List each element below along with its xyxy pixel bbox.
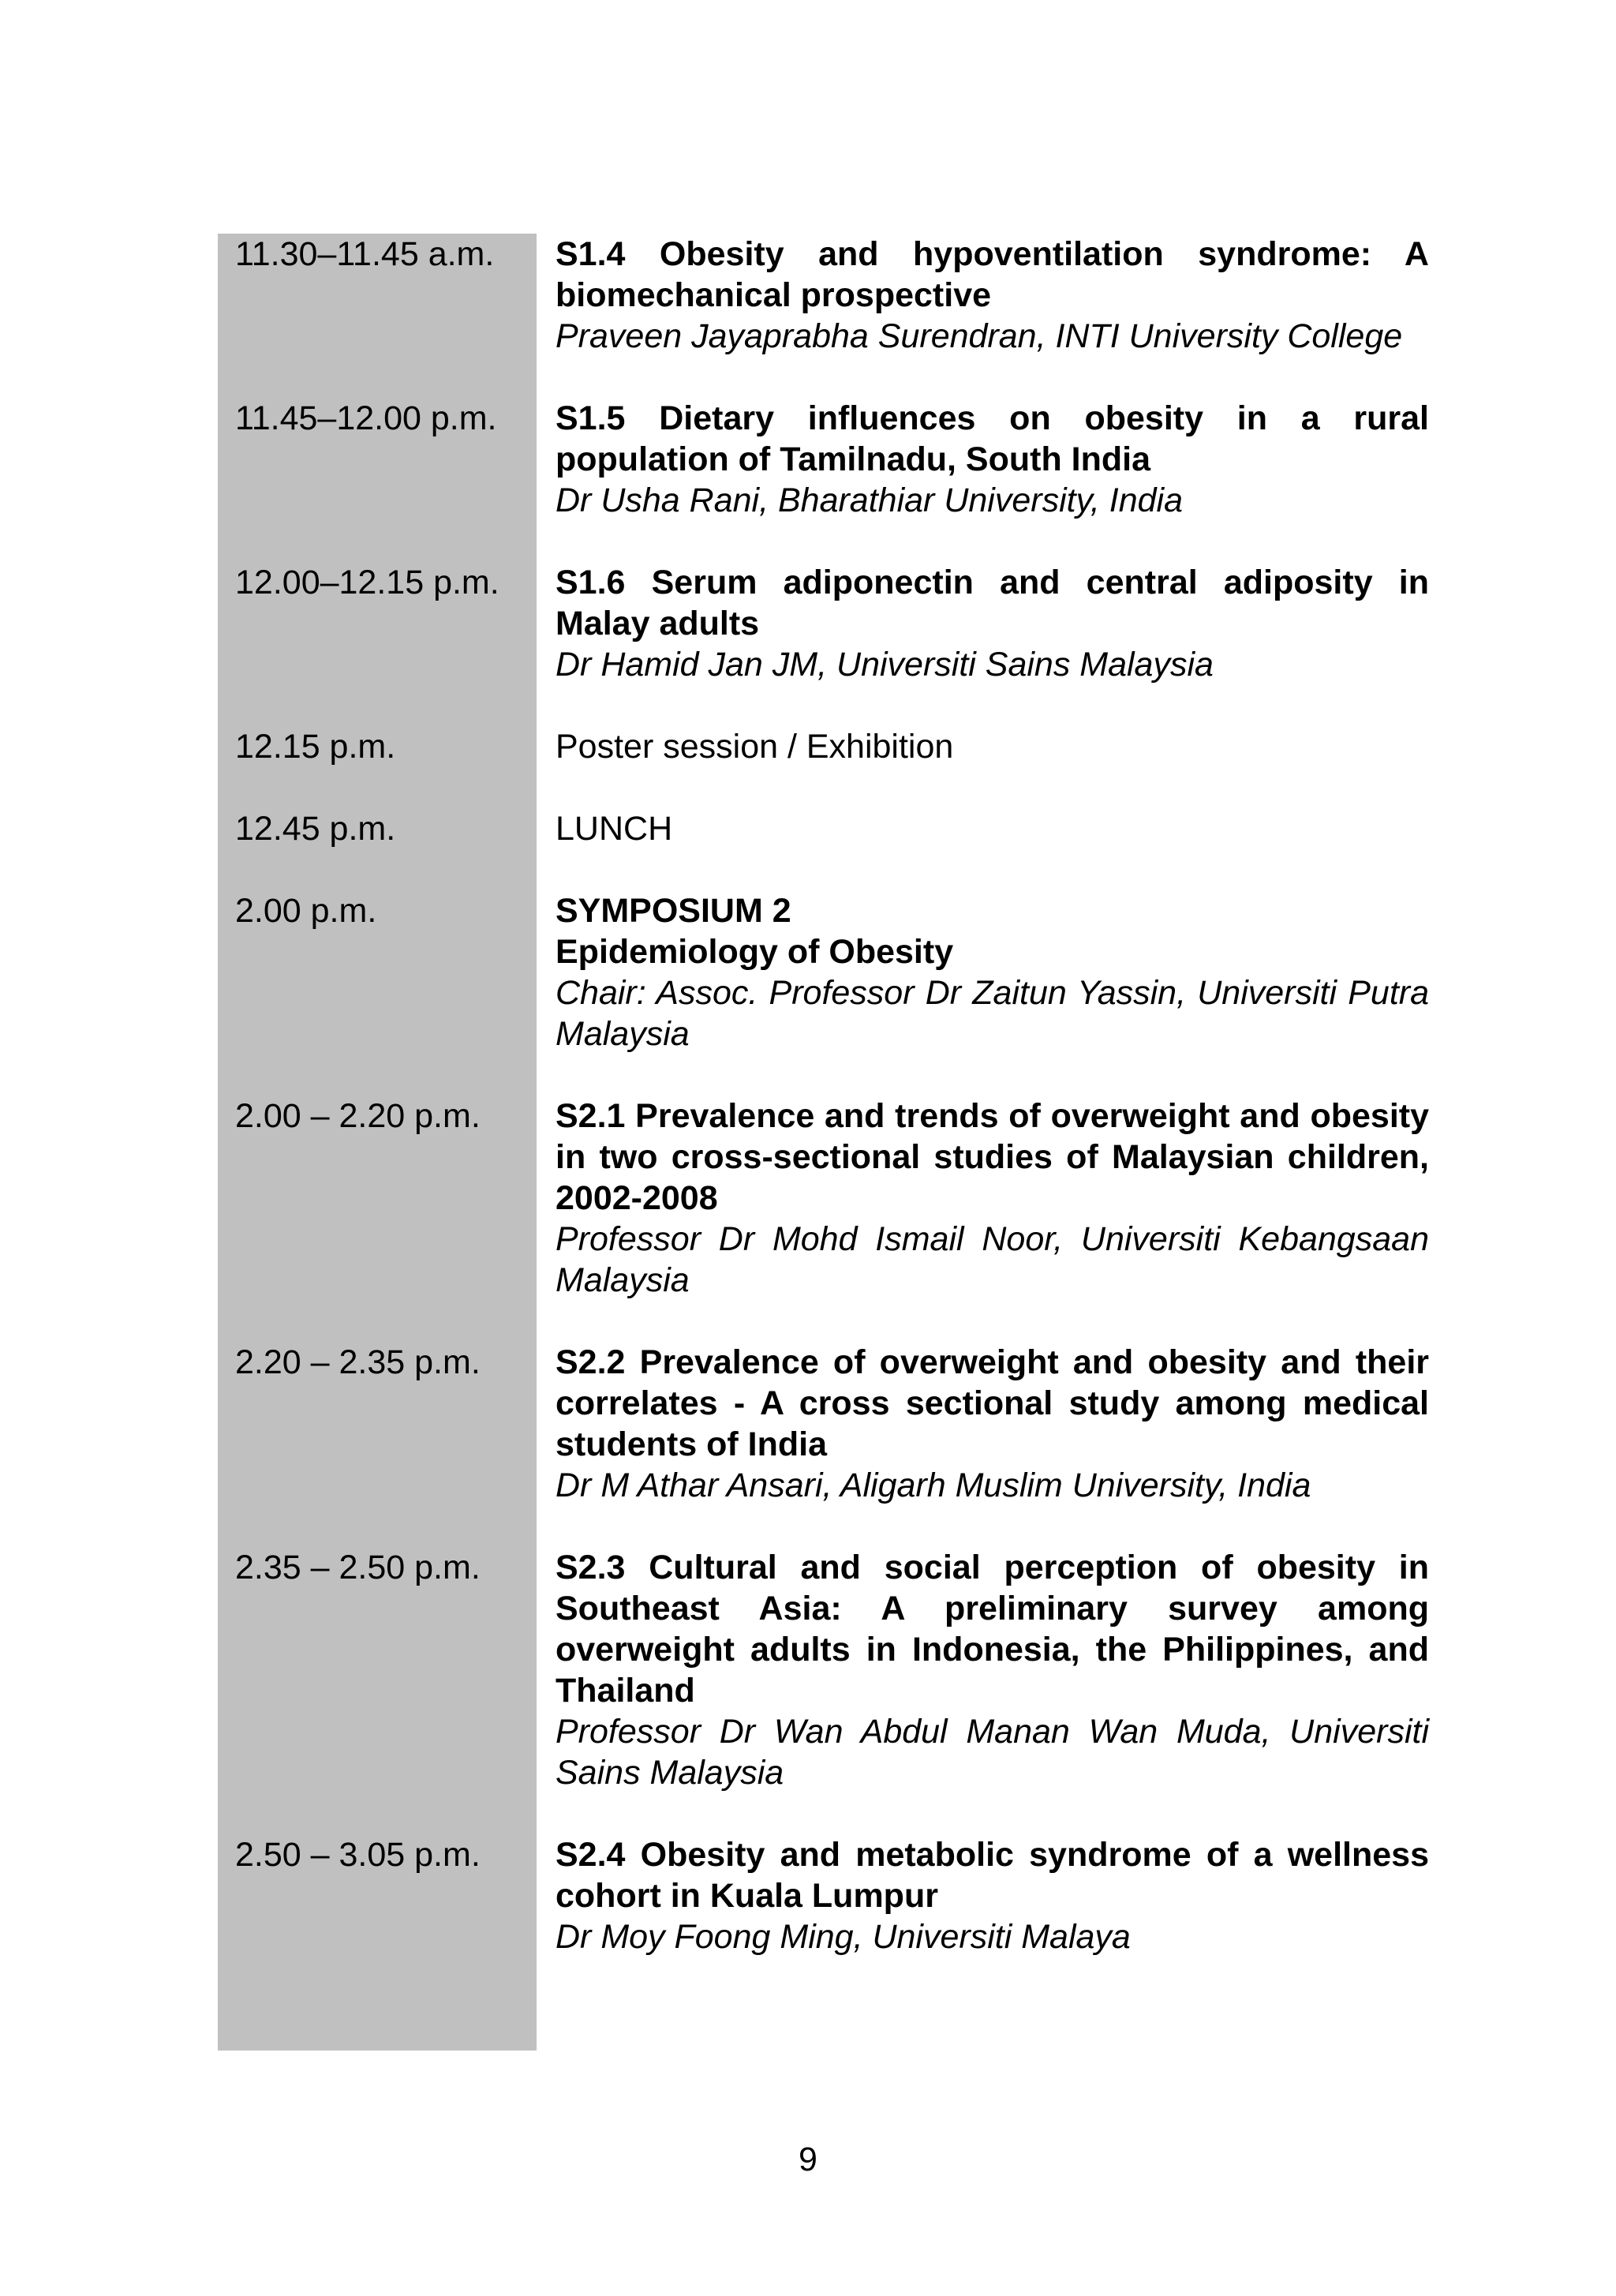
session-time: 11.30–11.45 a.m. (235, 235, 495, 273)
session-time: 12.45 p.m. (235, 810, 396, 848)
program-schedule (218, 234, 1430, 1998)
session-content (556, 726, 1429, 767)
session-content (556, 1547, 1429, 1793)
session-time: 12.00–12.15 p.m. (235, 564, 499, 601)
poster-session-label: Poster session / Exhibition (556, 728, 954, 766)
session-content (556, 398, 1429, 521)
page-number: 9 (799, 2141, 817, 2178)
schedule-row (218, 808, 1430, 849)
schedule-row (218, 398, 1430, 521)
schedule-row (218, 562, 1430, 685)
session-content (556, 808, 1429, 849)
session-time: 2.50 – 3.05 p.m. (235, 1836, 481, 1874)
session-title: S2.1 Prevalence and trends of overweight and obesity in two cross-sectional studies of Malaysian children, 2002-2008 (556, 1097, 1429, 1217)
session-time: 2.20 – 2.35 p.m. (235, 1343, 481, 1381)
session-time: 12.15 p.m. (235, 728, 396, 766)
session-content (556, 1096, 1429, 1301)
session-title: S1.4 Obesity and hypoventilation syndrome: A biomechanical prospective (556, 235, 1429, 314)
schedule-row (218, 1096, 1430, 1301)
session-speaker: Dr M Athar Ansari, Aligarh Muslim University, India (556, 1466, 1311, 1504)
session-title: S2.2 Prevalence of overweight and obesity and their correlates - A cross sectional study among medical students of India (556, 1343, 1429, 1463)
session-speaker: Dr Usha Rani, Bharathiar University, India (556, 481, 1184, 519)
session-content (556, 890, 1429, 1054)
session-speaker: Professor Dr Mohd Ismail Noor, Universiti Kebangsaan Malaysia (556, 1220, 1429, 1299)
session-content (556, 234, 1429, 357)
schedule-row (218, 726, 1430, 767)
session-time: 11.45–12.00 p.m. (235, 399, 497, 437)
session-time: 2.35 – 2.50 p.m. (235, 1549, 481, 1586)
session-time: 2.00 – 2.20 p.m. (235, 1097, 481, 1135)
session-title: S2.3 Cultural and social perception of obesity in Southeast Asia: A preliminary survey among overweight adults in Indonesia, the Philippines, and Thailand (556, 1549, 1429, 1710)
symposium-subheading: Epidemiology of Obesity (556, 933, 954, 971)
session-content (556, 1834, 1429, 1957)
session-content (556, 1342, 1429, 1506)
schedule-row (218, 1547, 1430, 1793)
session-speaker: Dr Hamid Jan JM, Universiti Sains Malaysia (556, 646, 1214, 684)
schedule-row (218, 234, 1430, 357)
symposium-heading: SYMPOSIUM 2 (556, 892, 791, 930)
session-time: 2.00 p.m. (235, 892, 377, 930)
session-title: S1.5 Dietary influences on obesity in a rural population of Tamilnadu, South India (556, 399, 1429, 478)
session-speaker: Dr Moy Foong Ming, Universiti Malaya (556, 1918, 1131, 1956)
session-title: S2.4 Obesity and metabolic syndrome of a wellness cohort in Kuala Lumpur (556, 1836, 1429, 1915)
session-title: S1.6 Serum adiponectin and central adiposity in Malay adults (556, 564, 1429, 642)
session-content (556, 562, 1429, 685)
session-speaker: Praveen Jayaprabha Surendran, INTI University College (556, 317, 1403, 355)
session-speaker: Professor Dr Wan Abdul Manan Wan Muda, Universiti Sains Malaysia (556, 1713, 1429, 1792)
lunch-label: LUNCH (556, 810, 673, 848)
schedule-row (218, 1834, 1430, 1957)
schedule-row (218, 890, 1430, 1054)
schedule-row (218, 1342, 1430, 1506)
symposium-chair: Chair: Assoc. Professor Dr Zaitun Yassin, Universiti Putra Malaysia (556, 974, 1429, 1053)
schedule-rows (218, 234, 1430, 1957)
